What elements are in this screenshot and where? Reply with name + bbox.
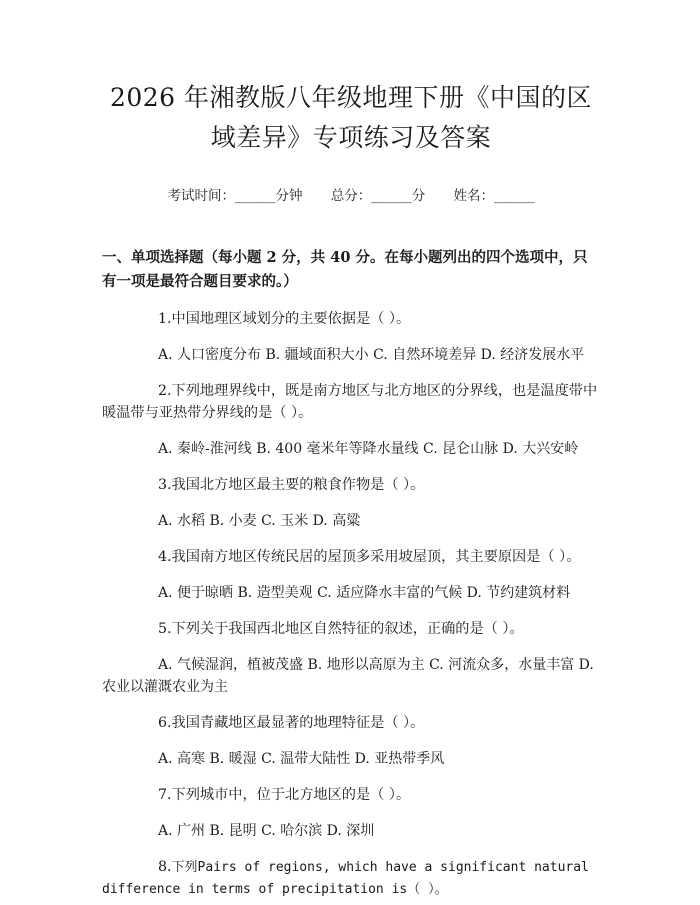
question-text: 下列城市中，位于北方地区的是（ ）。 — [171, 787, 411, 803]
question-number: 2. — [158, 383, 172, 399]
question-number: 4. — [158, 549, 172, 565]
question-2 — [102, 380, 600, 424]
question-4 — [102, 546, 600, 568]
question-number: 8. — [158, 859, 172, 875]
exam-meta — [102, 184, 600, 204]
question-2-options: A. 秦岭-淮河线 B. 400 毫米年等降水量线 C. 昆仑山脉 D. 大兴安岭 — [158, 441, 579, 457]
document-title: 2026 年湘教版八年级地理下册《中国的区域差异》专项练习及答案 — [109, 83, 593, 152]
question-text: 下列关于我国西北地区自然特征的叙述，正确的是（ ）。 — [171, 621, 524, 637]
question-5-options: A. 气候湿润，植被茂盛 B. 地形以高原为主 C. 河流众多，水量丰富 D. 农业以灌溉农业为主 — [102, 657, 594, 695]
student-name: 姓名：______ — [453, 188, 535, 204]
exam-total-score: 总分：______分 — [330, 188, 426, 204]
question-7-options: A. 广州 B. 昆明 C. 哈尔滨 D. 深圳 — [158, 823, 375, 839]
question-4-options: A. 便于晾晒 B. 造型美观 C. 适应降水丰富的气候 D. 节约建筑材料 — [158, 585, 571, 601]
question-number: 7. — [158, 787, 172, 803]
question-text: 我国南方地区传统民居的屋顶多采用坡屋顶，其主要原因是（ ）。 — [171, 549, 581, 565]
question-text: 下列Pairs of regions, which have a significant natural difference in terms of precipitation is（ ）。 — [102, 860, 589, 897]
question-text: 我国北方地区最主要的粮食作物是（ ）。 — [171, 477, 425, 493]
question-6 — [102, 712, 600, 734]
question-number: 3. — [158, 477, 172, 493]
question-number: 5. — [158, 621, 172, 637]
question-3-options: A. 水稻 B. 小麦 C. 玉米 D. 高粱 — [158, 513, 361, 529]
question-1-options: A. 人口密度分布 B. 疆域面积大小 C. 自然环境差异 D. 经济发展水平 — [158, 347, 585, 363]
question-number: 6. — [158, 715, 172, 731]
question-8 — [102, 856, 600, 901]
question-5 — [102, 618, 600, 640]
question-6-options: A. 高寒 B. 暖湿 C. 温带大陆性 D. 亚热带季风 — [158, 751, 445, 767]
question-7 — [102, 784, 600, 806]
question-text: 中国地理区域划分的主要依据是（ ）。 — [171, 311, 411, 327]
question-1 — [102, 308, 600, 330]
question-text: 我国青藏地区最显著的地理特征是（ ）。 — [171, 715, 425, 731]
question-text: 下列地理界线中，既是南方地区与北方地区的分界线，也是温度带中暖温带与亚热带分界线的是（ ）。 — [102, 383, 598, 421]
exam-time: 考试时间：______分钟 — [167, 188, 303, 204]
question-number: 1. — [158, 311, 172, 327]
section-heading: 一、单项选择题（每小题 2 分，共 40 分。在每小题列出的四个选项中，只有一项是最符合题目要求的。） — [102, 249, 588, 290]
question-3 — [102, 474, 600, 496]
